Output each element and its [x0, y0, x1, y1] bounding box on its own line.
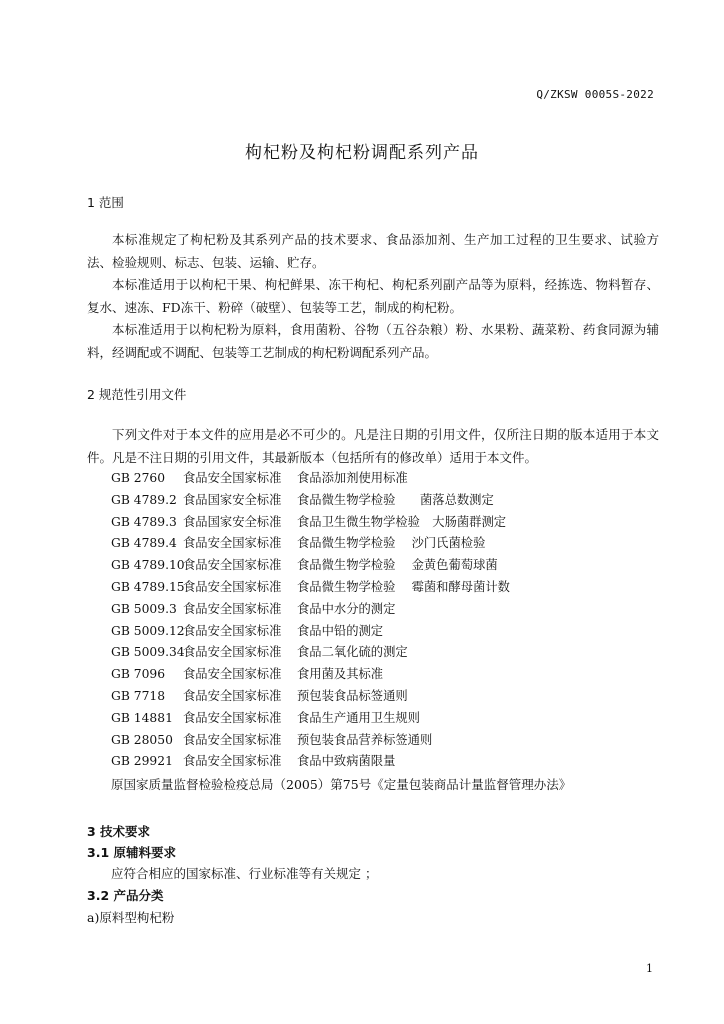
reference-item: [111, 664, 510, 686]
reference-code: GB 2760: [111, 471, 166, 485]
reference-item: [111, 621, 510, 643]
reference-item: [111, 555, 510, 577]
paragraph-raw-materials: 应符合相应的国家标准、行业标准等有关规定 ；: [111, 866, 378, 881]
reference-standard-type: 食品安全国家标准: [183, 558, 282, 573]
category-item-a: a)原料型枸杞粉: [87, 910, 175, 925]
reference-title: 食用菌及其标准: [297, 667, 384, 682]
reference-standard-type: 食品安全国家标准: [183, 536, 282, 551]
reference-code: GB 4789.15: [111, 579, 185, 594]
reference-title: 食品中致病菌限量: [297, 754, 396, 769]
reference-item: [111, 642, 510, 664]
reference-list: [111, 468, 510, 773]
reference-title: 预包装食品标签通则: [297, 688, 408, 703]
reference-title: 食品二氧化硫的测定: [297, 645, 408, 660]
reference-code: GB 5009.12: [111, 623, 185, 638]
reference-title: 食品卫生微生物学检验 大肠菌群测定: [297, 514, 507, 529]
reference-code: GB 7096: [111, 667, 166, 682]
reference-title: 食品生产通用卫生规则: [297, 710, 420, 725]
reference-code: GB 5009.3: [111, 601, 177, 616]
reference-title: 食品微生物学检验 霉菌和酵母菌计数: [297, 579, 510, 594]
reference-standard-type: 食品安全国家标准: [183, 579, 282, 594]
reference-code: GB 4789.4: [111, 536, 177, 551]
reference-item: [111, 730, 510, 752]
reference-item: [111, 686, 510, 708]
paragraph-scope-1: 本标准规定了枸杞粉及其系列产品的技术要求、食品添加剂、生产加工过程的卫生要求、试验方法、检验规则、标志、包装、运输、贮存。: [87, 232, 659, 271]
reference-code: GB 5009.34: [111, 645, 185, 660]
reference-standard-type: 食品安全国家标准: [183, 623, 282, 638]
reference-standard-type: 食品安全国家标准: [183, 645, 282, 660]
reference-item: [111, 490, 510, 512]
document-title: 枸杞粉及枸杞粉调配系列产品: [245, 143, 479, 163]
reference-code: GB 4789.10: [111, 558, 185, 573]
reference-standard-type: 食品安全国家标准: [183, 732, 282, 747]
reference-title: 食品中铅的测定: [297, 623, 384, 638]
reference-standard-type: 食品安全国家标准: [183, 754, 282, 769]
section-heading-product-categories: 3.2 产品分类: [87, 888, 164, 903]
reference-standard-type: 食品国家安全标准: [183, 514, 282, 529]
section-heading-normative-references: 2 规范性引用文件: [87, 387, 187, 402]
reference-standard-type: 食品安全国家标准: [183, 601, 282, 616]
reference-item: [111, 751, 510, 773]
reference-item: [111, 533, 510, 555]
reference-title: 食品添加剂使用标准: [297, 471, 408, 485]
reference-standard-type: 食品安全国家标准: [183, 471, 282, 485]
reference-item: [111, 512, 510, 534]
reference-item: [111, 708, 510, 730]
section-heading-technical-requirements: 3 技术要求: [87, 824, 151, 839]
paragraph-scope-3: 本标准适用于以枸杞粉为原料，食用菌粉、谷物（五谷杂粮）粉、水果粉、蔬菜粉、药食同源为辅料，经调配或不调配、包装等工艺制成的枸杞粉调配系列产品。: [87, 322, 659, 361]
section-heading-raw-materials: 3.1 原辅料要求: [87, 845, 176, 860]
reference-code: GB 4789.3: [111, 514, 177, 529]
reference-code: GB 7718: [111, 688, 166, 703]
reference-standard-type: 食品国家安全标准: [183, 492, 282, 507]
reference-title: 预包装食品营养标签通则: [297, 732, 433, 747]
reference-item: [111, 577, 510, 599]
reference-item: [111, 468, 510, 490]
reference-code: GB 4789.2: [111, 492, 177, 507]
reference-standard-type: 食品安全国家标准: [183, 667, 282, 682]
reference-title: 食品中水分的测定: [297, 601, 396, 616]
reference-title: 食品微生物学检验 菌落总数测定: [297, 492, 494, 507]
paragraph-scope-2: 本标准适用于以枸杞干果、枸杞鲜果、冻干枸杞、枸杞系列副产品等为原料，经拣选、物料暂存、复水、速冻、FD冻干、粉碎（破壁）、包装等工艺，制成的枸杞粉。: [87, 277, 659, 316]
reference-standard-type: 食品安全国家标准: [183, 710, 282, 725]
paragraph-references-intro: 下列文件对于本文件的应用是必不可少的。凡是注日期的引用文件，仅所注日期的版本适用于本文件。凡是不注日期的引用文件，其最新版本（包括所有的修改单）适用于本文件。: [87, 427, 659, 466]
standard-code: Q/ZKSW 0005S-2022: [536, 88, 654, 101]
reference-standard-type: 食品安全国家标准: [183, 688, 282, 703]
reference-title: 食品微生物学检验 金黄色葡萄球菌: [297, 558, 498, 573]
reference-item: [111, 599, 510, 621]
section-heading-scope: 1 范围: [87, 195, 124, 210]
reference-code: GB 28050: [111, 732, 173, 747]
reference-code: GB 29921: [111, 754, 173, 769]
reference-code: GB 14881: [111, 710, 173, 725]
page-number: 1: [646, 962, 653, 975]
reference-extra: 原国家质量监督检验检疫总局（2005）第75号《定量包装商品计量监督管理办法》: [111, 777, 572, 792]
reference-title: 食品微生物学检验 沙门氏菌检验: [297, 536, 486, 551]
